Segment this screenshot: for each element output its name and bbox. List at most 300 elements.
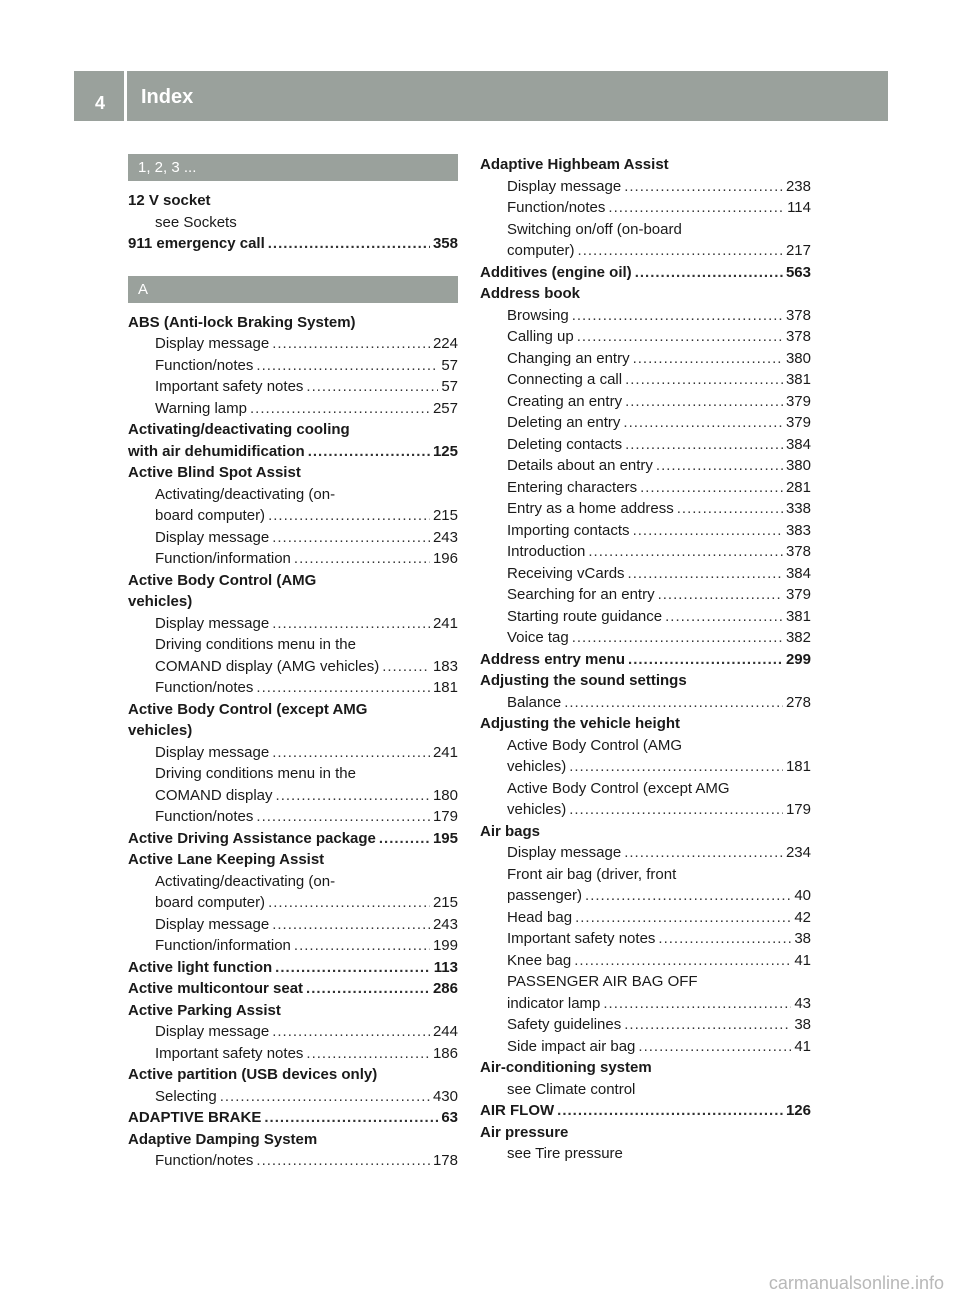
dot-leader [306,1043,430,1065]
entry-text: Important safety notes [155,378,304,395]
entry-text: Air-conditioning system [480,1059,652,1076]
entry-text: Driving conditions menu in the [155,636,356,653]
entry-text: Display message [507,844,622,861]
index-subentry[interactable] [128,892,458,914]
dot-leader [557,1100,783,1122]
entry-text: Function/notes [507,199,606,216]
page-reference[interactable]: 382 [785,629,811,646]
entry-text: computer) [507,242,575,259]
section-heading: A [128,276,458,303]
entry-text: Address entry menu [480,650,626,668]
entry-text: Connecting a call [507,371,623,388]
index-term [128,849,458,871]
index-subentry[interactable] [480,885,811,907]
entry-text: Balance [507,693,562,711]
page-reference[interactable]: 430 [432,1087,458,1105]
entry-text: Air pressure [480,1123,569,1141]
page-reference[interactable]: 63 [441,1109,458,1126]
dot-leader [250,398,430,420]
index-subentry[interactable] [480,498,811,520]
dot-leader [256,355,438,377]
dot-leader [658,928,791,950]
page-reference[interactable]: 180 [432,786,458,804]
entry-text: Active light function [128,958,273,976]
index-subentry[interactable] [480,1014,811,1036]
dot-leader [574,950,791,972]
page-reference[interactable]: 299 [785,650,811,668]
dot-leader [628,649,783,671]
entry-text: Active Body Control (except AMG [128,700,368,718]
dot-leader [272,742,430,764]
entry-text: Starting route guidance [507,607,663,625]
dot-leader [624,176,783,198]
index-subentry[interactable] [480,197,811,219]
index-term [480,821,811,843]
index-term[interactable] [128,957,458,979]
dot-leader [572,627,783,649]
dot-leader [577,326,783,348]
index-term [128,1129,458,1151]
index-subentry[interactable] [128,398,458,420]
entry-text: Voice tag [507,629,569,646]
index-subentry[interactable] [480,391,811,413]
dot-leader [294,548,430,570]
page-reference[interactable]: 181 [785,758,811,775]
page-reference[interactable]: 179 [432,808,458,825]
entry-text: ADAPTIVE BRAKE [128,1109,262,1126]
entry-text: Active Driving Assistance package [128,829,376,847]
index-subentry[interactable] [480,176,811,198]
index-column-left [128,154,458,1172]
index-term [128,699,458,721]
page-reference[interactable]: 41 [794,1037,811,1055]
index-subentry[interactable] [480,326,811,348]
page-reference[interactable]: 281 [785,478,811,496]
entry-text: Importing contacts [507,521,630,539]
index-subentry[interactable] [480,541,811,563]
index-subentry[interactable] [128,914,458,936]
page-reference[interactable]: 379 [785,586,811,603]
page-reference[interactable]: 40 [794,887,811,904]
index-subentry[interactable] [480,907,811,929]
page-reference[interactable]: 217 [785,242,811,259]
dot-leader [272,527,430,549]
entry-text: Calling up [507,328,574,345]
index-subentry[interactable] [128,505,458,527]
index-term [480,1122,811,1144]
dot-leader [379,828,430,850]
index-subentry[interactable] [480,348,811,370]
index-term[interactable] [480,649,811,671]
entry-text: Activating/deactivating cooling [128,421,350,438]
entry-text: with air dehumidification [128,442,305,460]
index-term [128,1000,458,1022]
index-subentry[interactable] [128,548,458,570]
dot-leader [569,756,783,778]
entry-text: Active Lane Keeping Assist [128,851,325,868]
index-subentry[interactable] [480,756,811,778]
page-reference[interactable]: 378 [785,543,811,560]
index-term[interactable] [128,978,458,1000]
page-reference[interactable]: 126 [785,1102,811,1119]
entry-text: Additives (engine oil) [480,263,632,281]
entry-text: Function/information [155,550,291,567]
page-reference[interactable]: 384 [785,435,811,453]
entry-text: board computer) [155,507,266,524]
dot-leader [640,477,783,499]
page-reference[interactable]: 57 [441,356,458,374]
entry-text: Warning lamp [155,399,247,417]
page-reference[interactable]: 378 [785,306,811,324]
entry-text: Head bag [507,908,573,926]
index-term[interactable] [128,233,458,255]
entry-text: Deleting an entry [507,414,621,431]
index-subentry[interactable] [480,842,811,864]
entry-text: Creating an entry [507,392,623,410]
entry-text: Side impact air bag [507,1037,636,1055]
entry-text: Details about an entry [507,457,653,474]
entry-text: Knee bag [507,951,572,969]
index-subentry[interactable] [480,563,811,585]
entry-text: Display message [155,1023,270,1040]
entry-text: COMAND display (AMG vehicles) [155,657,380,675]
dot-leader [625,434,783,456]
entry-text: vehicles) [507,758,567,775]
entry-text: Adjusting the vehicle height [480,715,681,732]
page-reference[interactable]: 179 [785,801,811,818]
index-term [480,670,811,692]
dot-leader [572,305,783,327]
page-reference[interactable]: 224 [432,335,458,352]
dot-leader [276,785,430,807]
entry-text: passenger) [507,887,583,904]
index-term [128,190,458,212]
entry-text: PASSENGER AIR BAG OFF [507,973,698,990]
index-term[interactable] [128,441,458,463]
index-subentry [480,1079,811,1101]
dot-leader [220,1086,430,1108]
index-term [480,713,811,735]
entry-text: indicator lamp [507,994,601,1012]
entry-text: Display message [155,528,270,546]
index-subentry [128,212,458,234]
index-subentry [480,971,811,993]
dot-leader [656,455,783,477]
page-reference[interactable]: 381 [785,371,811,388]
page-reference[interactable]: 278 [785,693,811,711]
index-term[interactable] [480,262,811,284]
dot-leader [275,957,431,979]
dot-leader [272,914,430,936]
page-reference[interactable]: 241 [432,743,458,761]
index-subentry [480,219,811,241]
entry-text: Function/notes [155,679,254,696]
dot-leader [635,262,783,284]
index-subentry [480,864,811,886]
index-subentry[interactable] [128,1086,458,1108]
page-reference[interactable]: 215 [432,507,458,524]
page-reference[interactable]: 257 [432,399,458,417]
dot-leader [256,677,430,699]
page-reference[interactable]: 113 [433,958,458,976]
index-subentry[interactable] [128,785,458,807]
entry-text: Air bags [480,822,541,840]
entry-text: Adaptive Damping System [128,1130,318,1148]
entry-text: Selecting [155,1087,217,1105]
index-subentry[interactable] [128,656,458,678]
dot-leader [268,233,430,255]
page-reference[interactable]: 241 [432,614,458,632]
page-reference[interactable]: 38 [794,1016,811,1033]
index-subentry[interactable] [128,1150,458,1172]
dot-leader [294,935,430,957]
index-subentry[interactable] [480,240,811,262]
entry-text: Function/information [155,937,291,954]
dot-leader [633,348,783,370]
entry-text: Receiving vCards [507,564,625,582]
entry-text: Display message [155,614,270,632]
entry-text: Active Body Control (AMG [128,571,317,589]
entry-text: AIR FLOW [480,1102,555,1119]
dot-leader [658,584,783,606]
dot-leader [256,806,430,828]
page-reference[interactable]: 243 [432,915,458,933]
index-subentry[interactable] [480,434,811,456]
dot-leader [564,692,783,714]
index-subentry[interactable] [480,627,811,649]
index-subentry[interactable] [128,935,458,957]
page-reference[interactable]: 215 [432,894,458,911]
entry-text: Changing an entry [507,349,630,367]
page-reference[interactable]: 380 [785,457,811,474]
entry-text: Active partition (USB devices only) [128,1066,378,1083]
page-reference[interactable]: 186 [432,1044,458,1062]
dot-leader [272,333,430,355]
watermark: carmanualsonline.info [768,1273,944,1293]
index-subentry[interactable] [480,993,811,1015]
index-subentry[interactable] [128,742,458,764]
entry-text: Active Blind Spot Assist [128,464,301,481]
index-subentry[interactable] [128,355,458,377]
dot-leader [624,842,783,864]
entry-text: Adaptive Highbeam Assist [480,156,669,173]
index-subentry[interactable] [480,305,811,327]
entry-text: see Tire pressure [507,1145,623,1162]
entry-text: Browsing [507,306,569,324]
dot-leader [306,376,438,398]
entry-text: Function/notes [155,1152,254,1169]
entry-text: see Climate control [507,1080,636,1098]
entry-text: Address book [480,285,581,302]
index-subentry[interactable] [128,806,458,828]
index-term [480,154,811,176]
index-subentry[interactable] [128,1043,458,1065]
entry-text: Entering characters [507,478,638,496]
dot-leader [624,1014,791,1036]
page-reference[interactable]: 199 [432,937,458,954]
dot-leader [625,369,783,391]
entry-text: Display message [507,177,622,195]
dot-leader [608,197,784,219]
index-term[interactable] [128,1107,458,1129]
dot-leader [638,1036,791,1058]
index-column-right [480,154,811,1165]
page-reference[interactable]: 380 [785,349,811,367]
entry-text: Display message [155,915,270,933]
entry-text: COMAND display [155,786,273,804]
page-title: Index [141,86,194,108]
page-reference[interactable]: 234 [785,844,811,861]
dot-leader [588,541,783,563]
entry-text: 911 emergency call [128,235,265,252]
header-bar [74,71,888,121]
index-subentry[interactable] [480,584,811,606]
index-subentry[interactable] [128,527,458,549]
entry-text: Adjusting the sound settings [480,672,687,689]
index-term [128,720,458,742]
page-reference[interactable]: 183 [432,657,458,675]
index-term[interactable] [128,828,458,850]
header-divider [124,71,127,121]
index-subentry[interactable] [480,369,811,391]
page-reference[interactable]: 57 [441,378,458,395]
index-subentry[interactable] [480,799,811,821]
page-reference[interactable]: 178 [432,1152,458,1169]
entry-text: Important safety notes [507,930,656,947]
entry-text: Entry as a home address [507,500,674,517]
index-term [128,570,458,592]
dot-leader [256,1150,430,1172]
entry-text: Driving conditions menu in the [155,765,356,782]
index-subentry[interactable] [128,333,458,355]
entry-text: Switching on/off (on-board [507,220,682,238]
index-subentry[interactable] [128,677,458,699]
entry-text: Deleting contacts [507,435,623,453]
page-reference[interactable]: 244 [432,1023,458,1040]
entry-text: Active multicontour seat [128,980,304,997]
section-heading: 1, 2, 3 ... [128,154,458,181]
entry-text: Active Parking Assist [128,1001,281,1019]
page-reference[interactable]: 196 [432,550,458,567]
page-reference[interactable]: 379 [785,414,811,431]
entry-text: see Sockets [155,213,237,231]
dot-leader [603,993,791,1015]
entry-text: vehicles) [128,722,193,739]
index-term [480,283,811,305]
dot-leader [625,391,783,413]
page-reference[interactable]: 563 [785,263,811,281]
index-subentry [480,735,811,757]
index-subentry[interactable] [480,412,811,434]
dot-leader [623,412,783,434]
index-subentry [128,484,458,506]
entry-text: Activating/deactivating (on- [155,872,336,890]
page-number: 4 [94,92,105,113]
index-subentry [480,778,811,800]
index-subentry[interactable] [480,950,811,972]
entry-text: board computer) [155,894,266,911]
page-reference[interactable]: 43 [794,994,811,1012]
entry-text: Active Body Control (AMG [507,736,683,754]
entry-text: Activating/deactivating (on- [155,485,336,503]
entry-text: vehicles) [507,801,567,818]
index-term[interactable] [480,1100,811,1122]
dot-leader [665,606,783,628]
dot-leader [264,1107,438,1129]
dot-leader [628,563,783,585]
page-reference[interactable]: 181 [432,679,458,696]
dot-leader [382,656,430,678]
index-term [128,591,458,613]
entry-text: Introduction [507,543,586,560]
index-term [128,419,458,441]
page-reference[interactable]: 41 [794,951,811,969]
dot-leader [306,978,430,1000]
page-reference[interactable]: 383 [785,521,811,539]
index-subentry[interactable] [480,477,811,499]
entry-text: Display message [155,743,270,761]
page-reference[interactable]: 114 [787,199,811,216]
entry-text: 12 V socket [128,192,211,209]
dot-leader [272,1021,430,1043]
dot-leader [578,240,783,262]
entry-text: Function/notes [155,808,254,825]
dot-leader [677,498,783,520]
dot-leader [272,613,430,635]
dot-leader [308,441,430,463]
index-term [128,312,458,334]
page-reference[interactable]: 238 [785,177,811,195]
entry-text: Front air bag (driver, front [507,865,677,883]
index-term [128,462,458,484]
entry-text: Important safety notes [155,1044,304,1062]
index-subentry[interactable] [480,606,811,628]
index-subentry[interactable] [128,1021,458,1043]
index-subentry[interactable] [128,376,458,398]
index-subentry [128,763,458,785]
entry-text: ABS (Anti-lock Braking System) [128,313,356,331]
index-subentry[interactable] [480,1036,811,1058]
page-reference[interactable]: 195 [432,829,458,847]
page-reference[interactable]: 381 [785,607,811,625]
page-reference[interactable]: 42 [794,908,811,926]
index-subentry[interactable] [480,520,811,542]
page-reference[interactable]: 38 [794,930,811,947]
dot-leader [569,799,783,821]
page-reference[interactable]: 384 [785,564,811,582]
index-subentry[interactable] [480,928,811,950]
page-reference[interactable]: 286 [432,980,458,997]
page-reference[interactable]: 358 [432,235,458,252]
entry-text: Searching for an entry [507,586,655,603]
dot-leader [633,520,783,542]
index-subentry [128,634,458,656]
dot-leader [268,505,430,527]
index-subentry [128,871,458,893]
dot-leader [575,907,791,929]
page-reference[interactable]: 243 [432,528,458,546]
entry-text: vehicles) [128,593,193,610]
page-reference[interactable]: 338 [785,500,811,517]
page-reference[interactable]: 379 [785,392,811,410]
dot-leader [268,892,430,914]
page-reference[interactable]: 125 [432,442,458,460]
index-subentry[interactable] [480,455,811,477]
index-subentry[interactable] [128,613,458,635]
page-reference[interactable]: 378 [785,328,811,345]
index-subentry[interactable] [480,692,811,714]
entry-text: Function/notes [155,356,254,374]
